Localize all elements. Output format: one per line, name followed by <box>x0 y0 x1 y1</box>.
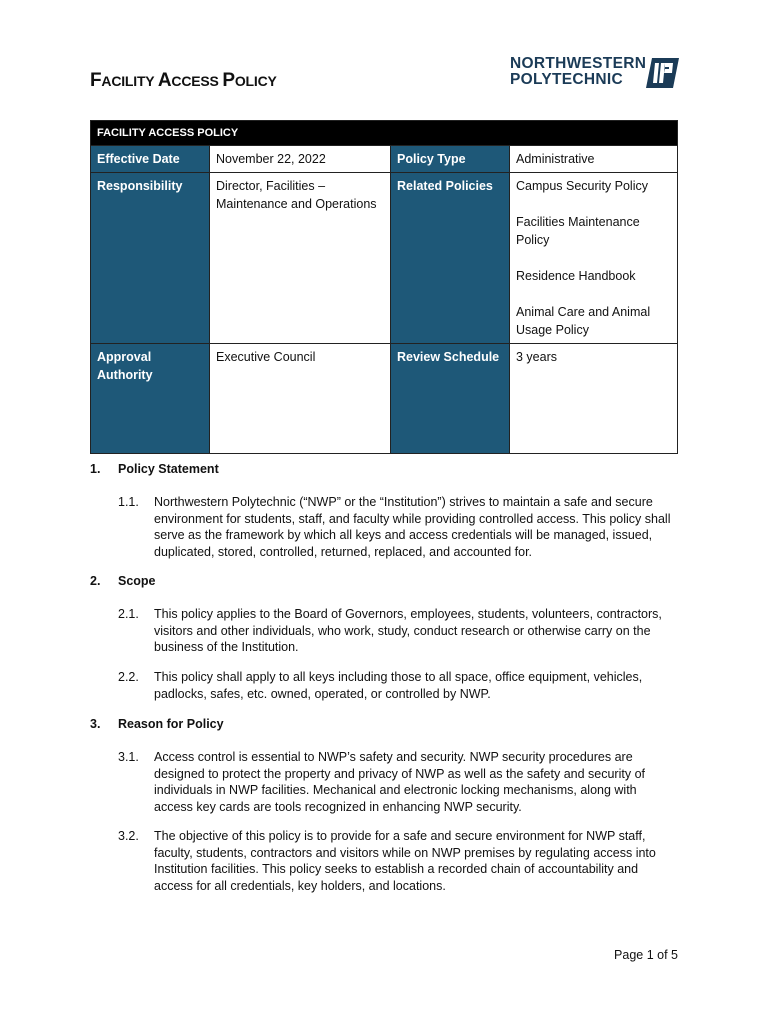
table-row-responsibility <box>91 173 678 344</box>
section-heading-scope <box>90 574 156 588</box>
title-cap-3: P <box>222 70 235 91</box>
paragraph-2-2 <box>118 669 678 702</box>
title-cap-1: F <box>90 70 102 91</box>
paragraph-number: 1.1. <box>118 495 139 509</box>
related-policy-item: Campus Security Policy <box>516 179 648 193</box>
label-policy-type: Policy Type <box>391 146 510 173</box>
value-review-schedule: 3 years <box>510 344 678 454</box>
paragraph-text: Access control is essential to NWP’s safety and security. NWP security procedures are designed to protect the property and privacy of NWP as well as the safety and security of individuals in NWP facilities. Mechanical and electronic locking mechanisms, along with access key cards are tools recognized in enhancing NWP security. <box>154 750 645 814</box>
title-cap-2: A <box>157 70 172 91</box>
related-policy-item: Residence Handbook <box>516 269 636 283</box>
paragraph-number: 3.2. <box>118 829 139 843</box>
paragraph-3-2 <box>118 828 678 894</box>
logo-line-1: NORTHWESTERN <box>510 55 647 72</box>
related-policy-item: Facilities Maintenance Policy <box>516 215 640 247</box>
section-title: Scope <box>118 574 156 588</box>
section-number: 1. <box>90 462 101 476</box>
value-approval-authority: Executive Council <box>210 344 391 454</box>
section-heading-policy-statement <box>90 462 219 476</box>
paragraph-text: The objective of this policy is to provide for a safe and secure environment for NWP staff, faculty, students, contractors and visitors while on NWP premises by regulating access into Institution facilities. This policy seeks to establish a recorded chain of accountability and access for all credentials, key holders, and locations. <box>154 829 656 893</box>
label-review-schedule: Review Schedule <box>391 344 510 454</box>
title-rest-2: CCESS <box>171 73 223 89</box>
paragraph-number: 2.2. <box>118 670 139 684</box>
page-number: Page 1 of 5 <box>614 948 678 962</box>
paragraph-1-1 <box>118 494 678 560</box>
policy-info-table <box>90 120 678 454</box>
title-rest-3: OLICY <box>234 73 277 89</box>
paragraph-number: 3.1. <box>118 750 139 764</box>
page-title <box>90 70 277 92</box>
section-heading-reason-for-policy <box>90 717 224 731</box>
title-rest-1: ACILITY <box>101 73 158 89</box>
section-title: Policy Statement <box>118 462 219 476</box>
value-related-policies <box>510 173 678 344</box>
related-policy-item: Animal Care and Animal Usage Policy <box>516 305 651 337</box>
table-header-row <box>91 121 678 146</box>
np-logo-mark-icon <box>646 57 680 89</box>
table-row-effective-date <box>91 146 678 173</box>
label-related-policies: Related Policies <box>391 173 510 344</box>
paragraph-text: Northwestern Polytechnic (“NWP” or the “Institution”) strives to maintain a safe and secure environment for students, staff, and faculty while providing controlled access. This policy shall serve as the framework by which all keys and access credentials will be managed, issued, duplicated, stored, controlled, returned, replaced, and accounted for. <box>154 495 671 559</box>
value-responsibility: Director, Facilities – Maintenance and Operations <box>210 173 391 344</box>
northwestern-polytechnic-logo <box>510 56 680 92</box>
logo-wordmark <box>510 56 646 88</box>
label-effective-date: Effective Date <box>91 146 210 173</box>
table-row-approval-authority <box>91 344 678 454</box>
paragraph-2-1 <box>118 606 678 656</box>
section-number: 3. <box>90 717 101 731</box>
label-approval-authority: Approval Authority <box>91 344 210 454</box>
section-number: 2. <box>90 574 101 588</box>
label-responsibility: Responsibility <box>91 173 210 344</box>
value-effective-date: November 22, 2022 <box>210 146 391 173</box>
section-title: Reason for Policy <box>118 717 224 731</box>
paragraph-3-1 <box>118 749 678 815</box>
table-header: FACILITY ACCESS POLICY <box>91 121 678 146</box>
paragraph-text: This policy applies to the Board of Governors, employees, students, volunteers, contractors, visitors and other individuals, who work, study, conduct research or otherwise carry on the business of the Institution. <box>154 607 662 654</box>
value-policy-type: Administrative <box>510 146 678 173</box>
logo-line-2: POLYTECHNIC <box>510 71 623 88</box>
paragraph-number: 2.1. <box>118 607 139 621</box>
paragraph-text: This policy shall apply to all keys including those to all space, office equipment, vehicles, padlocks, safes, etc. owned, operated, or controlled by NWP. <box>154 670 643 701</box>
